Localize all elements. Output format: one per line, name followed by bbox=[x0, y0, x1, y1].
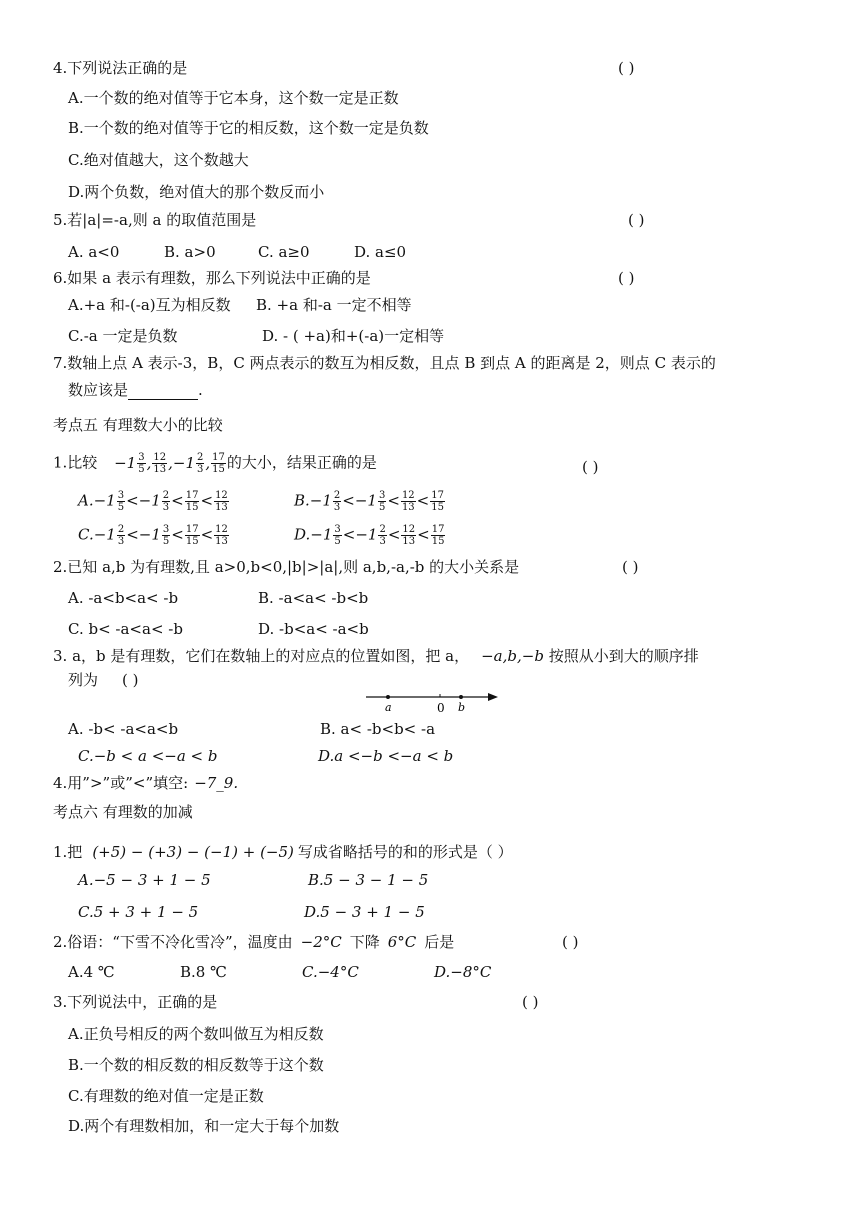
option: A.一个数的绝对值等于它本身，这个数一定是正数 bbox=[68, 89, 399, 107]
sec6-question-2-stem: 2.俗语：“下雪不冷化雪冷”，温度由 −2°C 下降 6°C 后是 bbox=[53, 933, 455, 951]
option: A.正负号相反的两个数叫做互为相反数 bbox=[68, 1025, 324, 1043]
question-5-stem: 5.若|a|=-a,则 a 的取值范围是 bbox=[53, 211, 257, 229]
section-5-title: 考点五 有理数大小的比较 bbox=[53, 416, 223, 434]
sec5-question-4: 4.用”>”或”<”填空: −7_9. bbox=[53, 774, 239, 792]
option: D.两个负数，绝对值大的那个数反而小 bbox=[68, 183, 325, 201]
option: D.−1 $\frac{3}{5}$ <−1 $\frac{2}{3}$ < $\frac{12}{13}$ < $\frac{17}{15}$ bbox=[294, 524, 445, 547]
option: C.-a 一定是负数 bbox=[68, 327, 178, 345]
answer-blank bbox=[128, 383, 198, 400]
sec6-question-3-stem: 3.下列说法中，正确的是 bbox=[53, 993, 218, 1011]
option: A.−1 $\frac{3}{5}$ <−1 $\frac{2}{3}$ < $\frac{17}{15}$ < $\frac{12}{13}$ bbox=[78, 490, 228, 513]
option: D. - ( +a)和+(-a)一定相等 bbox=[262, 327, 445, 345]
label-zero: 0 bbox=[437, 701, 445, 714]
option: B.5 − 3 − 1 − 5 bbox=[308, 871, 429, 889]
answer-paren: ( ) bbox=[628, 211, 645, 229]
option: D. a≤0 bbox=[354, 243, 407, 261]
option: C.有理数的绝对值一定是正数 bbox=[68, 1087, 264, 1105]
question-7-line2: 数应该是 . bbox=[68, 381, 203, 399]
answer-paren: ( ) bbox=[618, 59, 635, 77]
option: B. -a<a< -b<b bbox=[258, 589, 369, 607]
answer-paren: ( ) bbox=[582, 458, 599, 476]
question-4-stem: 4.下列说法正确的是 bbox=[53, 59, 188, 77]
question-6-stem: 6.如果 a 表示有理数，那么下列说法中正确的是 bbox=[53, 269, 371, 287]
sec5-question-3-line2: 列为 ( ) bbox=[68, 671, 139, 689]
option: B.−1 $\frac{2}{3}$ <−1 $\frac{3}{5}$ < $\frac{12}{13}$ < $\frac{17}{15}$ bbox=[294, 490, 444, 513]
option: C.−1 $\frac{2}{3}$ <−1 $\frac{3}{5}$ < $\frac{17}{15}$ < $\frac{12}{13}$ bbox=[78, 524, 228, 547]
arrow-head bbox=[488, 693, 498, 701]
option: B.一个数的绝对值等于它的相反数，这个数一定是负数 bbox=[68, 119, 429, 137]
option: A.4 ℃ bbox=[68, 963, 115, 981]
sec6-question-1-stem: 1.把 (+5) − (+3) − (−1) + (−5) 写成省略括号的和的形式是（ ） bbox=[53, 843, 513, 861]
question-7-line1: 7.数轴上点 A 表示-3，B，C 两点表示的数互为相反数，且点 B 到点 A 的距离是 2，则点 C 表示的 bbox=[53, 354, 716, 372]
answer-paren: ( ) bbox=[618, 269, 635, 287]
option: A.+a 和-(-a)互为相反数 bbox=[68, 296, 231, 314]
option: C.5 + 3 + 1 − 5 bbox=[78, 903, 199, 921]
option: C. b< -a<a< -b bbox=[68, 620, 183, 638]
point-b bbox=[459, 695, 463, 699]
point-a bbox=[386, 695, 390, 699]
answer-paren: ( ) bbox=[622, 558, 639, 576]
sec5-question-2-stem: 2.已知 a,b 为有理数,且 a>0,b<0,|b|>|a|,则 a,b,-a,-b 的大小关系是 bbox=[53, 558, 520, 576]
option: D.−8°C bbox=[434, 963, 492, 981]
option: C. a≥0 bbox=[258, 243, 310, 261]
option: C.−4°C bbox=[302, 963, 359, 981]
option: B.8 ℃ bbox=[180, 963, 227, 981]
answer-paren: ( ) bbox=[562, 933, 579, 951]
sec5-question-1-stem: 1.比较 −1 $\frac{3}{5}$ , $\frac{12}{13}$ ,−1 $\frac{2}{3}$ , $\frac{17}{15}$ 的大小，结果正确的是 bbox=[53, 452, 377, 475]
option: B. a>0 bbox=[164, 243, 216, 261]
option: A. -b< -a<a<b bbox=[68, 720, 179, 738]
answer-paren: ( ) bbox=[522, 993, 539, 1011]
option: A.−5 − 3 + 1 − 5 bbox=[78, 871, 211, 889]
option: A. -a<b<a< -b bbox=[68, 589, 179, 607]
option: B. +a 和-a 一定不相等 bbox=[256, 296, 412, 314]
number-line-figure bbox=[360, 688, 500, 714]
sec5-question-3-line1: 3. a，b 是有理数，它们在数轴上的对应点的位置如图，把 a， −a,b,−b 按照从小到大的顺序排 bbox=[53, 647, 699, 665]
option: D.两个有理数相加，和一定大于每个加数 bbox=[68, 1117, 340, 1135]
option: C.绝对值越大，这个数越大 bbox=[68, 151, 249, 169]
option: D. -b<a< -a<b bbox=[258, 620, 369, 638]
label-a: a bbox=[385, 701, 392, 714]
option: B. a< -b<b< -a bbox=[320, 720, 436, 738]
label-b: b bbox=[458, 701, 466, 714]
option: C.−b < a <−a < b bbox=[78, 747, 218, 765]
option: B.一个数的相反数的相反数等于这个数 bbox=[68, 1056, 324, 1074]
option: A. a<0 bbox=[68, 243, 120, 261]
option: D.a <−b <−a < b bbox=[318, 747, 454, 765]
option: D.5 − 3 + 1 − 5 bbox=[304, 903, 425, 921]
section-6-title: 考点六 有理数的加减 bbox=[53, 803, 193, 821]
